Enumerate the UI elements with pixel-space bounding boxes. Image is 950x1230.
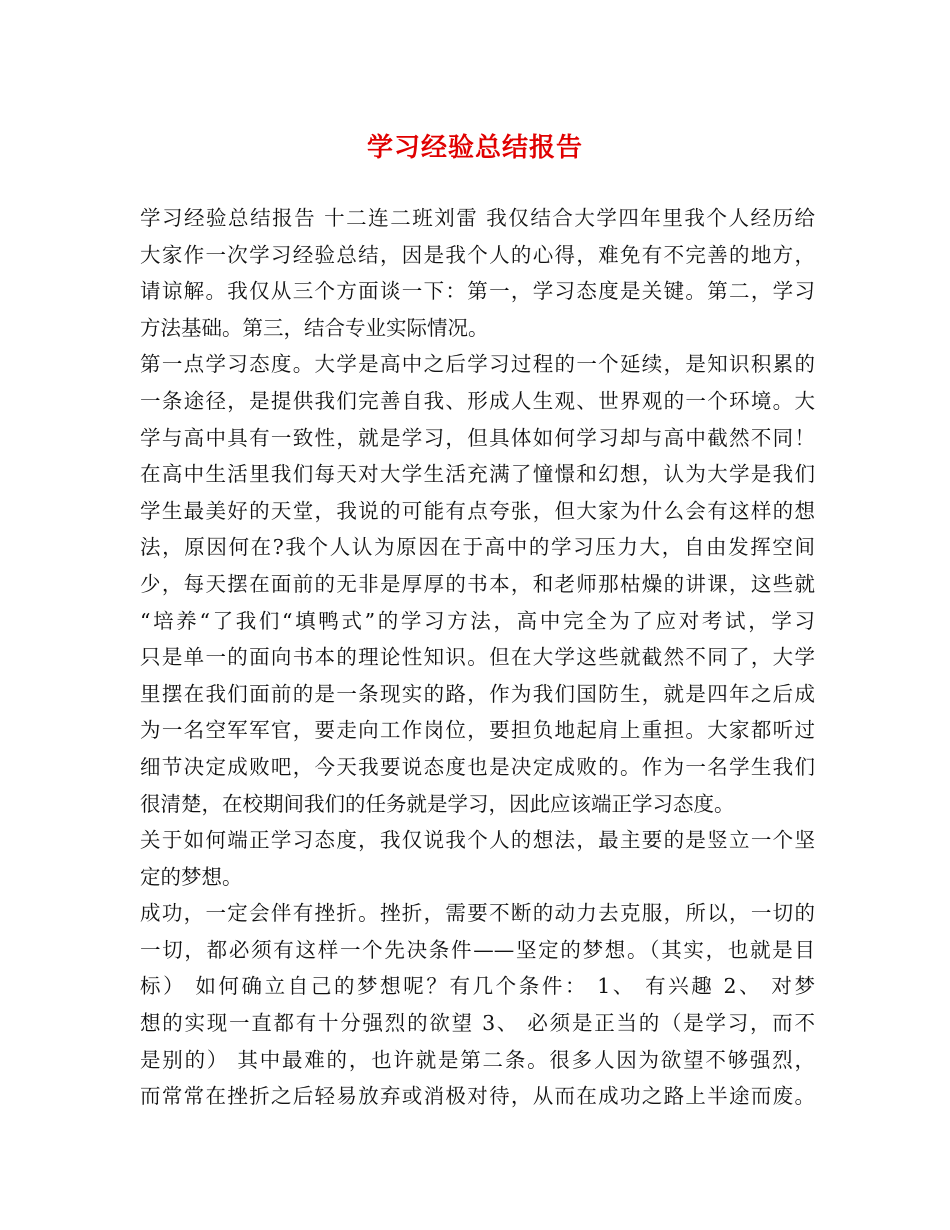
text-line: 学生最美好的天堂，我说的可能有点夸张，但大家为什么会有这样的想 — [140, 498, 815, 523]
text-line: 第一点学习态度。大学是高中之后学习过程的一个延续，是知识积累的 — [140, 352, 815, 377]
text-line: 想的实现一直都有十分强烈的欲望 3、 必须是正当的（是学习，而不 — [140, 1011, 815, 1036]
text-line: 方法基础。第三，结合专业实际情况。 — [140, 315, 489, 340]
text-line: 为一名空军军官，要走向工作岗位，要担负地起肩上重担。大家都听过 — [140, 718, 815, 743]
text-line: 大家作一次学习经验总结，因是我个人的心得，难免有不完善的地方， — [140, 242, 815, 267]
text-line: 法，原因何在?我个人认为原因在于高中的学习压力大，自由发挥空间 — [140, 535, 815, 560]
text-line: 很清楚，在校期间我们的任务就是学习，因此应该端正学习态度。 — [140, 791, 735, 816]
text-line: 少，每天摆在面前的无非是厚厚的书本，和老师那枯燥的讲课，这些就 — [140, 571, 815, 596]
text-line: 标） 如何确立自己的梦想呢？有几个条件： 1、 有兴趣 2、 对梦 — [140, 974, 815, 999]
text-line: 在高中生活里我们每天对大学生活充满了憧憬和幻想，认为大学是我们 — [140, 462, 815, 487]
text-line: 成功，一定会伴有挫折。挫折，需要不断的动力去克服，所以，一切的 — [140, 901, 815, 926]
document-title: 学习经验总结报告 — [366, 133, 583, 163]
text-line: 关于如何端正学习态度，我仅说我个人的想法，最主要的是竖立一个坚 — [140, 828, 815, 853]
text-line: 只是单一的面向书本的理论性知识。但在大学这些就截然不同了，大学 — [140, 645, 815, 670]
text-line: 细节决定成败吧，今天我要说态度也是决定成败的。作为一名学生我们 — [140, 754, 815, 779]
text-line: 一切，都必须有这样一个先决条件——坚定的梦想。（其实，也就是目 — [140, 937, 815, 962]
text-line: 请谅解。我仅从三个方面谈一下：第一，学习态度是关键。第二，学习 — [140, 279, 815, 304]
text-line: 而常常在挫折之后轻易放弃或消极对待，从而在成功之路上半途而废。 — [140, 1084, 815, 1109]
text-line: 里摆在我们面前的是一条现实的路，作为我们国防生，就是四年之后成 — [140, 681, 815, 706]
text-line: 是别的） 其中最难的，也许就是第二条。很多人因为欲望不够强烈， — [140, 1047, 815, 1072]
text-line: 定的梦想。 — [140, 864, 243, 889]
text-line: “培养“了我们“填鸭式”的学习方法，高中完全为了应对考试，学习 — [140, 608, 815, 633]
text-line: 一条途径，是提供我们完善自我、形成人生观、世界观的一个环境。大 — [140, 388, 815, 413]
text-line: 学习经验总结报告 十二连二班刘雷 我仅结合大学四年里我个人经历给 — [140, 206, 815, 230]
document-body — [140, 200, 815, 1115]
text-line: 学与高中具有一致性，就是学习，但具体如何学习却与高中截然不同！ — [140, 425, 815, 450]
